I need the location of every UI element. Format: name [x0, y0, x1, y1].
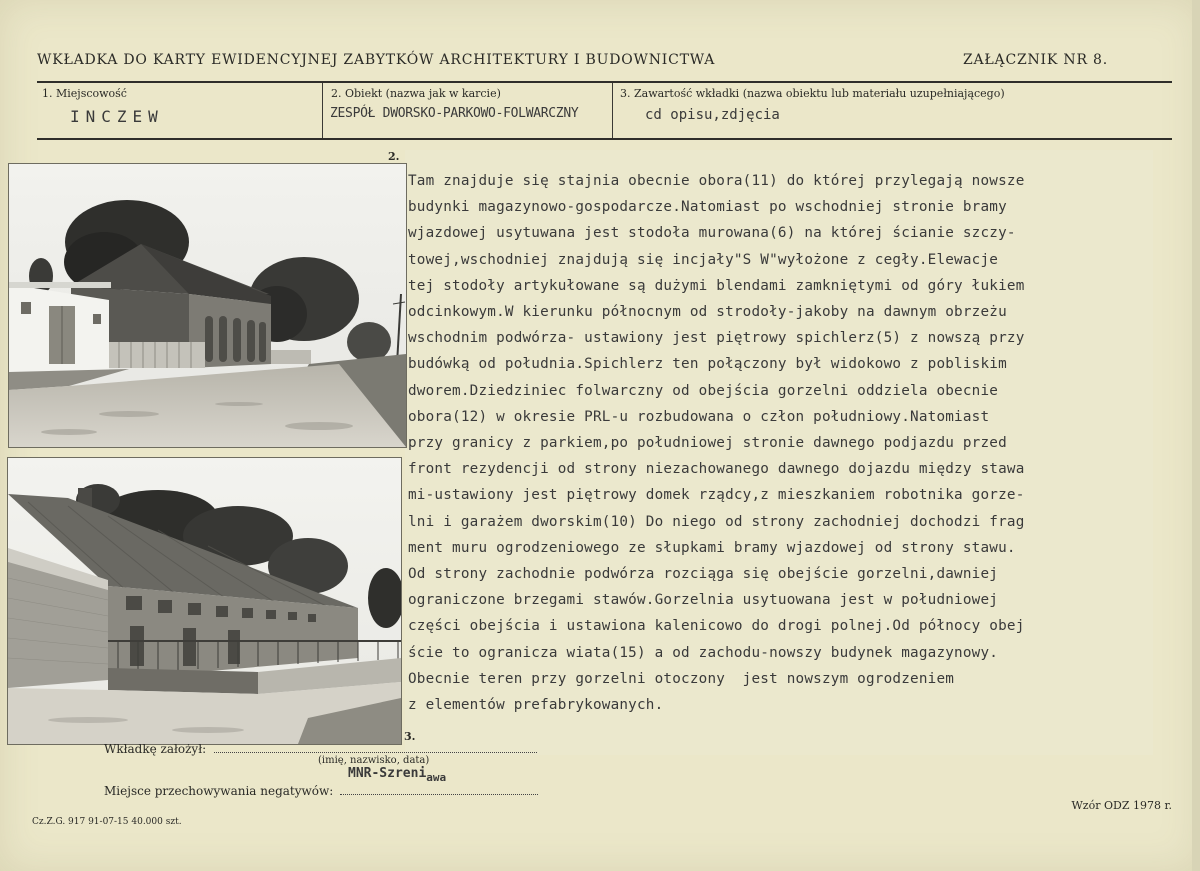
- text-line: z elementów prefabrykowanych.: [408, 697, 664, 714]
- header-rule-bottom: [37, 138, 1172, 140]
- locality-value: INCZEW: [70, 107, 164, 126]
- print-code: Cz.Z.G. 917 91-07-15 40.000 szt.: [32, 817, 182, 827]
- form-title: WKŁADKA DO KARTY EWIDENCYJNEJ ZABYTKÓW ARCHITEKTURY I BUDOWNICTWA: [37, 52, 716, 68]
- founder-label: Wkładkę założył:: [104, 742, 207, 756]
- locality-label: 1. Miejscowość: [42, 87, 127, 100]
- text-line: wschodnim podwórza- ustawiony jest piętrowy spichlerz(5) z nowszą przy: [408, 330, 1025, 347]
- form-code: Wzór ODZ 1978 r.: [1071, 799, 1172, 812]
- object-label: 2. Obiekt (nazwa jak w karcie): [331, 87, 501, 100]
- object-value: ZESPÓŁ DWORSKO-PARKOWO-FOLWARCZNY: [330, 106, 579, 121]
- text-line: Obecnie teren przy gorzelni otoczony jest nowszym ogrodzeniem: [408, 670, 955, 687]
- text-line: odcinkowym.W kierunku północnym od strodoły-jakoby na dawnym obrzeżu: [408, 304, 1007, 321]
- text-line: tej stodoły artykułowane są dużymi blendami zamkniętymi od góry łukiem: [408, 277, 1025, 294]
- text-line: mi-ustawiony jest piętrowy domek rządcy,z mieszkaniem robotnika gorze-: [408, 487, 1025, 504]
- text-line: przy granicy z parkiem,po południowej stronie dawnego podjazdu przed: [408, 435, 1007, 452]
- storage-value: [348, 766, 447, 784]
- photo-number-bottom: 3.: [404, 730, 416, 743]
- negatives-label: Miejsce przechowywania negatywów:: [104, 784, 334, 798]
- contents-value: cd opisu,zdjęcia: [645, 107, 780, 123]
- attachment-number: ZAŁĄCZNIK NR 8.: [962, 52, 1108, 68]
- founder-line: [214, 752, 537, 753]
- storage-main: MNR-Szreni: [348, 766, 427, 781]
- negatives-line: [340, 794, 538, 795]
- text-line: ograniczone brzegami stawów.Gorzelnia usytuowana jest w południowej: [408, 592, 999, 609]
- field-separator: [612, 83, 613, 138]
- field-separator: [322, 83, 323, 138]
- text-line: Tam znajduje się stajnia obecnie obora(11) do której przylegają nowsze: [408, 173, 1025, 189]
- text-line: dworem.Dziedziniec folwarczny od obejścia gorzelni oddziela obecnie: [408, 382, 999, 399]
- text-line: ment muru ogrodzeniowego ze słupkami bramy wjazdowej od strony stawu.: [408, 539, 1016, 556]
- text-line: lni i garażem dworskim(10) Do niego od strony zachodniej dochodzi frag: [408, 513, 1025, 530]
- contents-label: 3. Zawartość wkładki (nazwa obiektu lub materiału uzupełniającego): [620, 87, 1005, 100]
- photo-number-top: 2.: [388, 150, 400, 163]
- text-line: obora(12) w okresie PRL-u rozbudowana o człon południowy.Natomiast: [408, 408, 990, 425]
- paper-edge: [1192, 0, 1200, 871]
- header-rule-top: [37, 81, 1172, 83]
- storage-suffix: awa: [426, 771, 447, 784]
- photo-distillery: [7, 457, 402, 745]
- name-hint: (imię, nazwisko, data): [318, 755, 430, 766]
- text-line: wjazdowej usytuwana jest stodoła murowana(6) na której ścianie szczy-: [408, 225, 1016, 242]
- text-line: towej,wschodniej znajdują się incjały"S W"wyłożone z cegły.Elewacje: [408, 251, 999, 268]
- text-line: ście to ogranicza wiata(15) a od zachodu-nowszy budynek magazynowy.: [408, 644, 999, 661]
- text-line: budynki magazynowo-gospodarcze.Natomiast po wschodniej stronie bramy: [408, 199, 1007, 216]
- text-line: budówką od południa.Spichlerz ten połączony był widokowo z pobliskim: [408, 356, 1007, 373]
- description-text: [408, 168, 1148, 718]
- text-line: front rezydencji od strony niezachowanego dawnego dojazdu między stawa: [408, 461, 1025, 478]
- text-line: części obejścia i ustawiona kalenicowo do drogi polnej.Od północy obej: [408, 618, 1025, 635]
- text-line: Od strony zachodnie podwórza rozciąga się obejście gorzelni,dawniej: [408, 566, 999, 583]
- photo-barn: [8, 163, 407, 448]
